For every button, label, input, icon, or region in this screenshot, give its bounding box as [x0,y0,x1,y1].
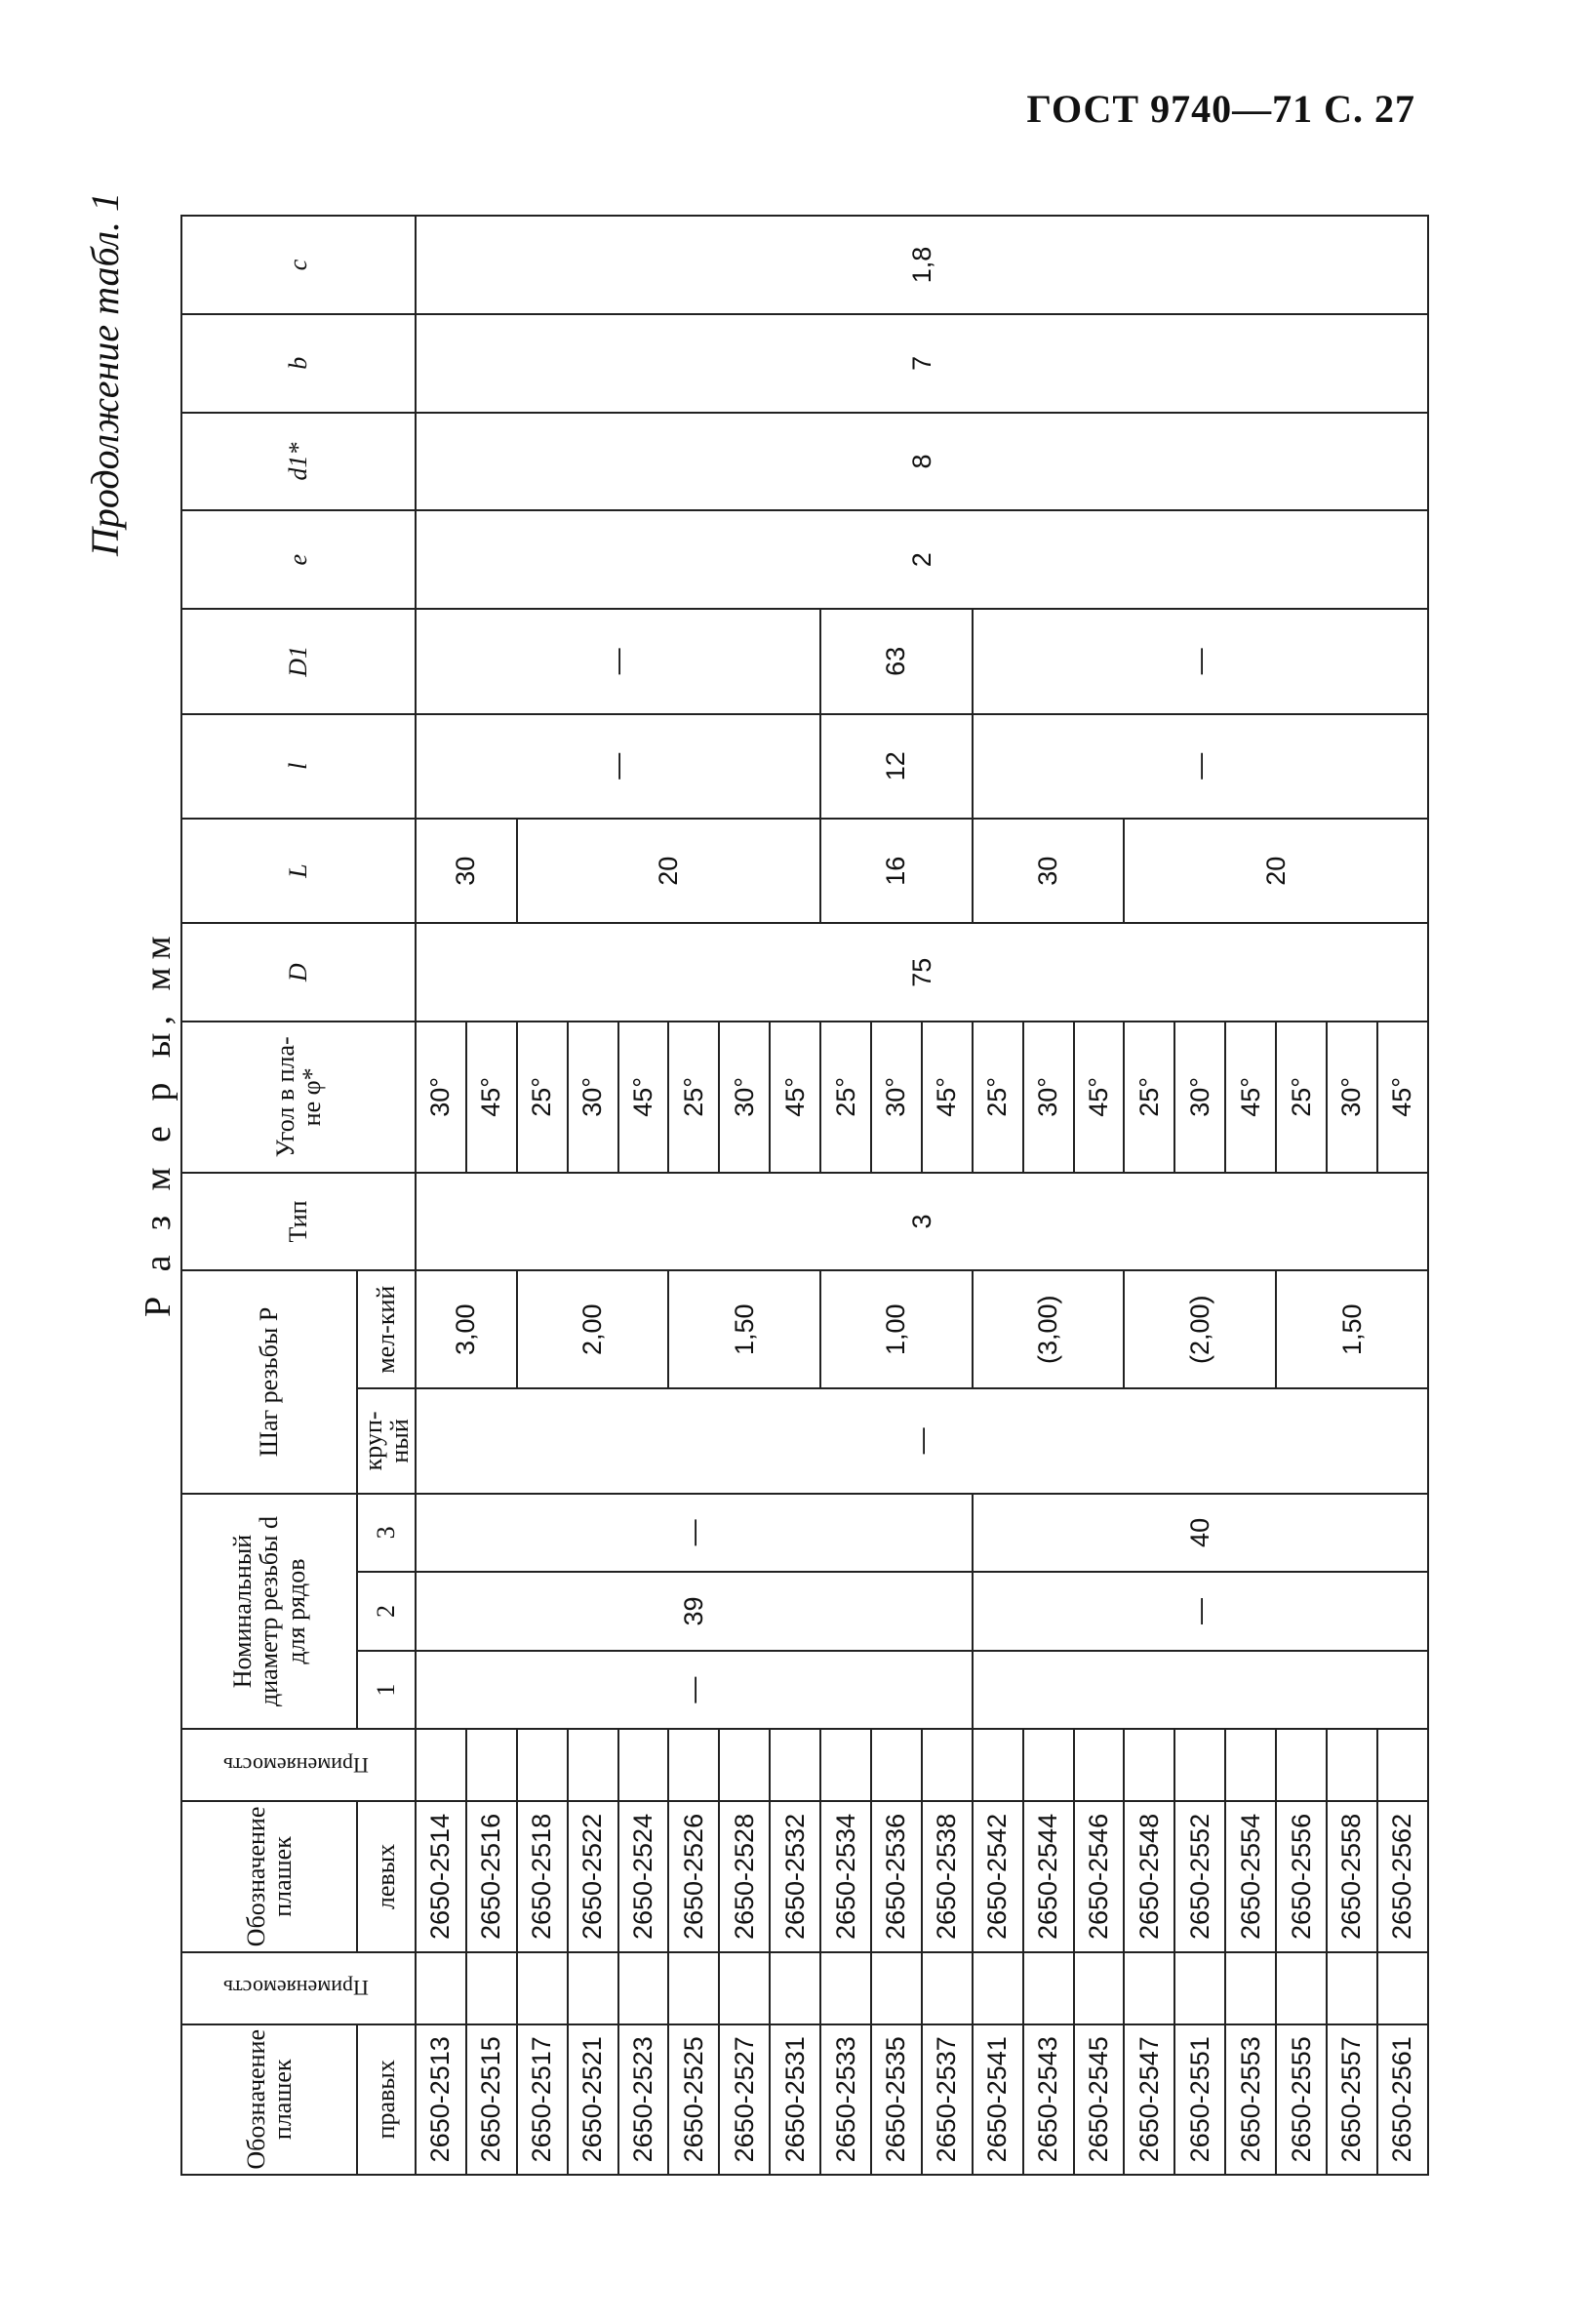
angle-value: 30° [416,1022,466,1172]
applicability-cell [517,1729,568,1801]
continuation-caption: Продолжение табл. 1 [83,191,127,556]
left-designation: 2650-2516 [466,1801,517,1951]
header-row-1-col: 1 [357,1651,416,1730]
right-designation: 2650-2531 [770,2024,820,2175]
angle-value: 30° [719,1022,770,1172]
applicability-cell [1174,1729,1225,1801]
applicability-cell [1276,1952,1327,2024]
l-value: — [416,714,820,819]
d-row1-value [973,1651,1428,1730]
left-designation: 2650-2524 [618,1801,669,1951]
header-row-1 [181,216,357,2175]
d-row1-value: — [416,1651,973,1730]
applicability-cell [416,1729,466,1801]
applicability-cell [973,1729,1023,1801]
applicability-cell [820,1729,871,1801]
applicability-cell [1124,1729,1174,1801]
fine-pitch-value: 1,00 [820,1270,973,1388]
L-value: 16 [820,819,973,923]
applicability-cell [1377,1729,1428,1801]
d-row2-value: — [973,1572,1428,1651]
applicability-cell [1074,1952,1125,2024]
applicability-cell [416,1952,466,2024]
header-e: e [181,510,416,609]
angle-value: 45° [1377,1022,1428,1172]
c-value: 1,8 [416,216,1428,314]
D1-value: — [416,609,820,713]
table-row [416,216,466,2175]
right-designation: 2650-2551 [1174,2024,1225,2175]
angle-value: 45° [618,1022,669,1172]
fine-pitch-value: 3,00 [416,1270,517,1388]
applicability-cell [1377,1952,1428,2024]
header-coarse: круп-ный [357,1388,416,1493]
right-designation: 2650-2561 [1377,2024,1428,2175]
applicability-cell [973,1952,1023,2024]
D-value: 75 [416,923,1428,1022]
applicability-cell [668,1729,719,1801]
header-b: b [181,314,416,413]
header-d1: d1* [181,413,416,511]
right-designation: 2650-2541 [973,2024,1023,2175]
applicability-cell [1074,1729,1125,1801]
left-designation: 2650-2514 [416,1801,466,1951]
L-value: 30 [973,819,1125,923]
left-designation: 2650-2526 [668,1801,719,1951]
l-value: 12 [820,714,973,819]
header-type: Тип [181,1173,416,1271]
angle-value: 45° [1074,1022,1125,1172]
applicability-cell [618,1952,669,2024]
left-designation: 2650-2546 [1074,1801,1125,1951]
L-value: 20 [517,819,820,923]
left-designation: 2650-2556 [1276,1801,1327,1951]
header-fine: мел-кий [357,1270,416,1388]
applicability-cell [1225,1729,1276,1801]
applicability-cell [871,1729,922,1801]
applicability-cell [922,1729,973,1801]
angle-value: 25° [517,1022,568,1172]
angle-value: 45° [770,1022,820,1172]
header-c: c [181,216,416,314]
table-title: Р а з м е р ы, мм [138,928,179,1317]
angle-value: 45° [1225,1022,1276,1172]
angle-value: 45° [922,1022,973,1172]
applicability-cell [1276,1729,1327,1801]
left-designation: 2650-2528 [719,1801,770,1951]
angle-value: 30° [1023,1022,1074,1172]
right-designation: 2650-2517 [517,2024,568,2175]
header-nominal-diameter: Номинальный диаметр резьбы d для рядов [181,1494,357,1730]
applicability-cell [517,1952,568,2024]
fine-pitch-value: 1,50 [668,1270,820,1388]
applicability-cell [770,1952,820,2024]
angle-value: 25° [820,1022,871,1172]
applicability-cell [871,1952,922,2024]
applicability-cell [466,1729,517,1801]
angle-value: 30° [1174,1022,1225,1172]
header-applicability-right: Применяемость [181,1952,416,2024]
angle-value: 30° [871,1022,922,1172]
d1-value: 8 [416,413,1428,511]
right-designation: 2650-2547 [1124,2024,1174,2175]
left-designation: 2650-2562 [1377,1801,1428,1951]
header-row-3-col: 3 [357,1494,416,1573]
left-designation: 2650-2534 [820,1801,871,1951]
applicability-cell [770,1729,820,1801]
fine-pitch-value: (3,00) [973,1270,1125,1388]
header-designation-left: Обозначение плашек [181,1801,357,1951]
header-applicability-left: Применяемость [181,1729,416,1801]
header-angle: Угол в пла-не φ* [181,1022,416,1172]
left-designation: 2650-2554 [1225,1801,1276,1951]
left-designation: 2650-2522 [568,1801,618,1951]
applicability-cell [922,1952,973,2024]
angle-value: 45° [466,1022,517,1172]
angle-value: 25° [973,1022,1023,1172]
b-value: 7 [416,314,1428,413]
left-designation: 2650-2548 [1124,1801,1174,1951]
applicability-cell [1174,1952,1225,2024]
header-D1: D1 [181,609,416,713]
left-designation: 2650-2536 [871,1801,922,1951]
fine-pitch-value: 2,00 [517,1270,669,1388]
e-value: 2 [416,510,1428,609]
applicability-cell [820,1952,871,2024]
D1-value: — [973,609,1428,713]
applicability-cell [1327,1952,1377,2024]
header-l: l [181,714,416,819]
left-designation: 2650-2518 [517,1801,568,1951]
right-designation: 2650-2523 [618,2024,669,2175]
l-value: — [973,714,1428,819]
d-row2-value: 39 [416,1572,973,1651]
applicability-cell [466,1952,517,2024]
applicability-cell [568,1952,618,2024]
right-designation: 2650-2521 [568,2024,618,2175]
applicability-cell [719,1952,770,2024]
left-designation: 2650-2538 [922,1801,973,1951]
angle-value: 30° [568,1022,618,1172]
header-row-2-col: 2 [357,1572,416,1651]
applicability-cell [1124,1952,1174,2024]
header-right: правых [357,2024,416,2175]
right-designation: 2650-2545 [1074,2024,1125,2175]
left-designation: 2650-2544 [1023,1801,1074,1951]
angle-value: 25° [1124,1022,1174,1172]
left-designation: 2650-2532 [770,1801,820,1951]
applicability-cell [1023,1729,1074,1801]
right-designation: 2650-2513 [416,2024,466,2175]
applicability-cell [568,1729,618,1801]
L-value: 20 [1124,819,1428,923]
left-designation: 2650-2558 [1327,1801,1377,1951]
header-designation-right: Обозначение плашек [181,2024,357,2175]
applicability-cell [1023,1952,1074,2024]
type-value: 3 [416,1173,1428,1271]
d-row3-value: 40 [973,1494,1428,1573]
angle-value: 30° [1327,1022,1377,1172]
right-designation: 2650-2525 [668,2024,719,2175]
applicability-cell [1327,1729,1377,1801]
right-designation: 2650-2535 [871,2024,922,2175]
header-L: L [181,819,416,923]
D1-value: 63 [820,609,973,713]
dimensions-table-wrapper [180,215,1429,2176]
header-left: левых [357,1801,416,1951]
right-designation: 2650-2515 [466,2024,517,2175]
header-D: D [181,923,416,1022]
page-header: ГОСТ 9740—71 С. 27 [1026,87,1415,131]
L-value: 30 [416,819,517,923]
right-designation: 2650-2543 [1023,2024,1074,2175]
applicability-cell [719,1729,770,1801]
dimensions-table [180,215,1429,2176]
fine-pitch-value: 1,50 [1276,1270,1428,1388]
applicability-cell [668,1952,719,2024]
coarse-pitch-value: — [416,1388,1428,1493]
header-thread-pitch: Шаг резьбы P [181,1270,357,1493]
right-designation: 2650-2533 [820,2024,871,2175]
applicability-cell [1225,1952,1276,2024]
right-designation: 2650-2553 [1225,2024,1276,2175]
fine-pitch-value: (2,00) [1124,1270,1276,1388]
right-designation: 2650-2555 [1276,2024,1327,2175]
angle-value: 25° [1276,1022,1327,1172]
angle-value: 25° [668,1022,719,1172]
left-designation: 2650-2552 [1174,1801,1225,1951]
applicability-cell [618,1729,669,1801]
d-row3-value: — [416,1494,973,1573]
right-designation: 2650-2527 [719,2024,770,2175]
left-designation: 2650-2542 [973,1801,1023,1951]
right-designation: 2650-2537 [922,2024,973,2175]
right-designation: 2650-2557 [1327,2024,1377,2175]
